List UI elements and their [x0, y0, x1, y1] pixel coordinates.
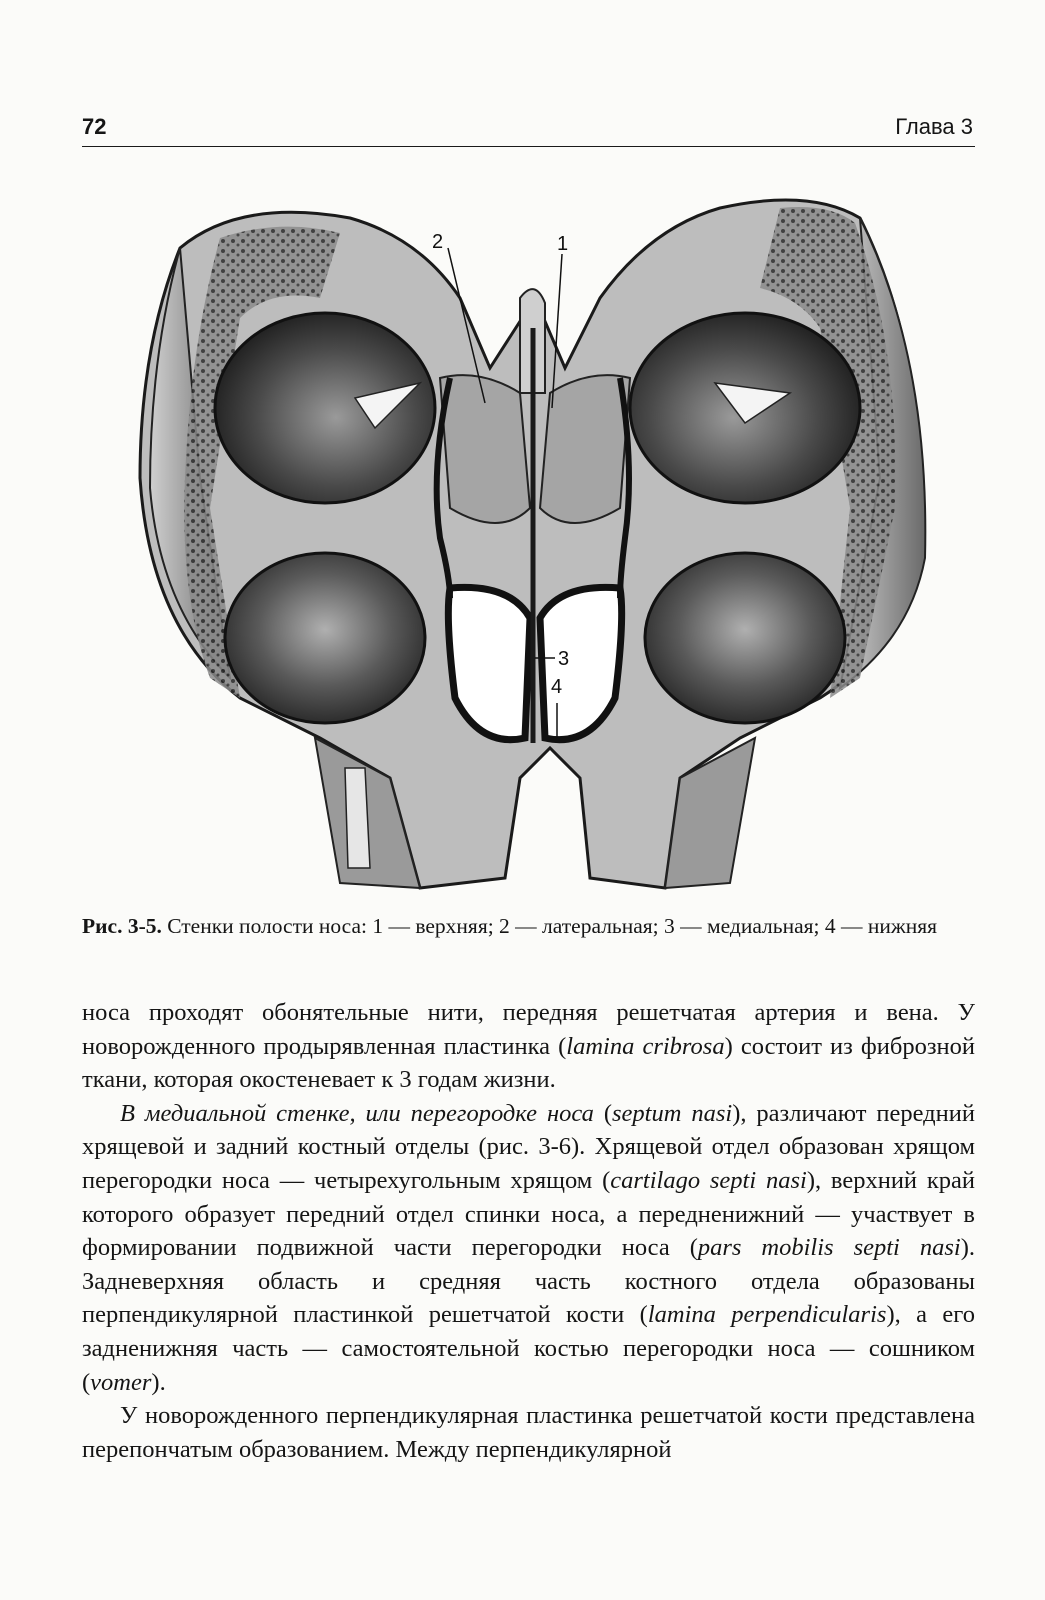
paragraph-1 — [82, 996, 975, 1097]
paragraph-2-text: ( — [593, 1099, 612, 1127]
caption-label: Рис. 3-5. — [82, 914, 162, 938]
latin-term: cartilago septi nasi — [610, 1166, 807, 1194]
left-maxillary-sinus — [225, 553, 425, 723]
paragraph-2-text: ), верхний край которого образует передний отдел спинки носа, а передненижний — участвует в формировании подвижной части перегородки носа ( — [82, 1166, 975, 1262]
callout-4: 4 — [551, 676, 563, 698]
latin-term: lamina perpendicularis — [647, 1301, 887, 1329]
latin-term: septum nasi — [611, 1099, 733, 1127]
paragraph-2 — [82, 1097, 975, 1399]
paragraph-2-text: ), а его задненижняя часть — самостоятельной костью перегородки носа — сошником ( — [82, 1301, 975, 1396]
tooth — [345, 768, 370, 868]
left-orbit — [215, 313, 435, 503]
paragraph-1-text: носа проходят обонятельные нити, передняя решетчатая артерия и вена. У новорожденного продырявленная пластинка ( — [82, 999, 975, 1060]
page-header — [82, 112, 975, 147]
anatomical-figure — [120, 178, 950, 898]
latin-term: lamina cribrosa — [566, 1032, 725, 1060]
page-number: 72 — [82, 114, 107, 139]
body-text — [82, 996, 975, 1466]
latin-term: vomer — [90, 1368, 152, 1396]
callout-3: 3 — [558, 648, 570, 670]
paragraph-2-text: ). — [151, 1368, 166, 1396]
callout-1: 1 — [557, 233, 569, 255]
caption-text: Стенки полости носа: 1 — верхняя; 2 — латеральная; 3 — медиальная; 4 — нижняя — [161, 914, 938, 938]
paragraph-1-end: ) состоит из фиброзной ткани, которая окостеневает к 3 годам жизни. — [82, 1032, 975, 1094]
figure-caption — [82, 913, 975, 939]
paragraph-2-text: ). Задневерхняя область и средняя часть костного отдела образованы перпендикулярной пластинкой решетчатой кости ( — [82, 1234, 975, 1329]
latin-term: pars mobilis septi nasi — [697, 1234, 961, 1262]
paragraph-3: У новорожденного перпендикулярная пластинка решетчатой кости представлена перепончатым образованием. Между перпендикулярной — [82, 1402, 975, 1463]
right-maxillary-sinus — [645, 553, 845, 723]
paragraph-2-lead: В медиальной стенке, или перегородке носа — [120, 1099, 594, 1127]
nasal-cavity-illustration — [120, 178, 950, 898]
callout-2: 2 — [432, 231, 444, 253]
paragraph-2-text: ), различают передний хрящевой и задний костный отделы (рис. 3-6). Хрящевой отдел образован хрящом перегородки носа — четырехугольным хрящом ( — [82, 1099, 975, 1194]
chapter-title: Глава 3 — [895, 114, 973, 139]
